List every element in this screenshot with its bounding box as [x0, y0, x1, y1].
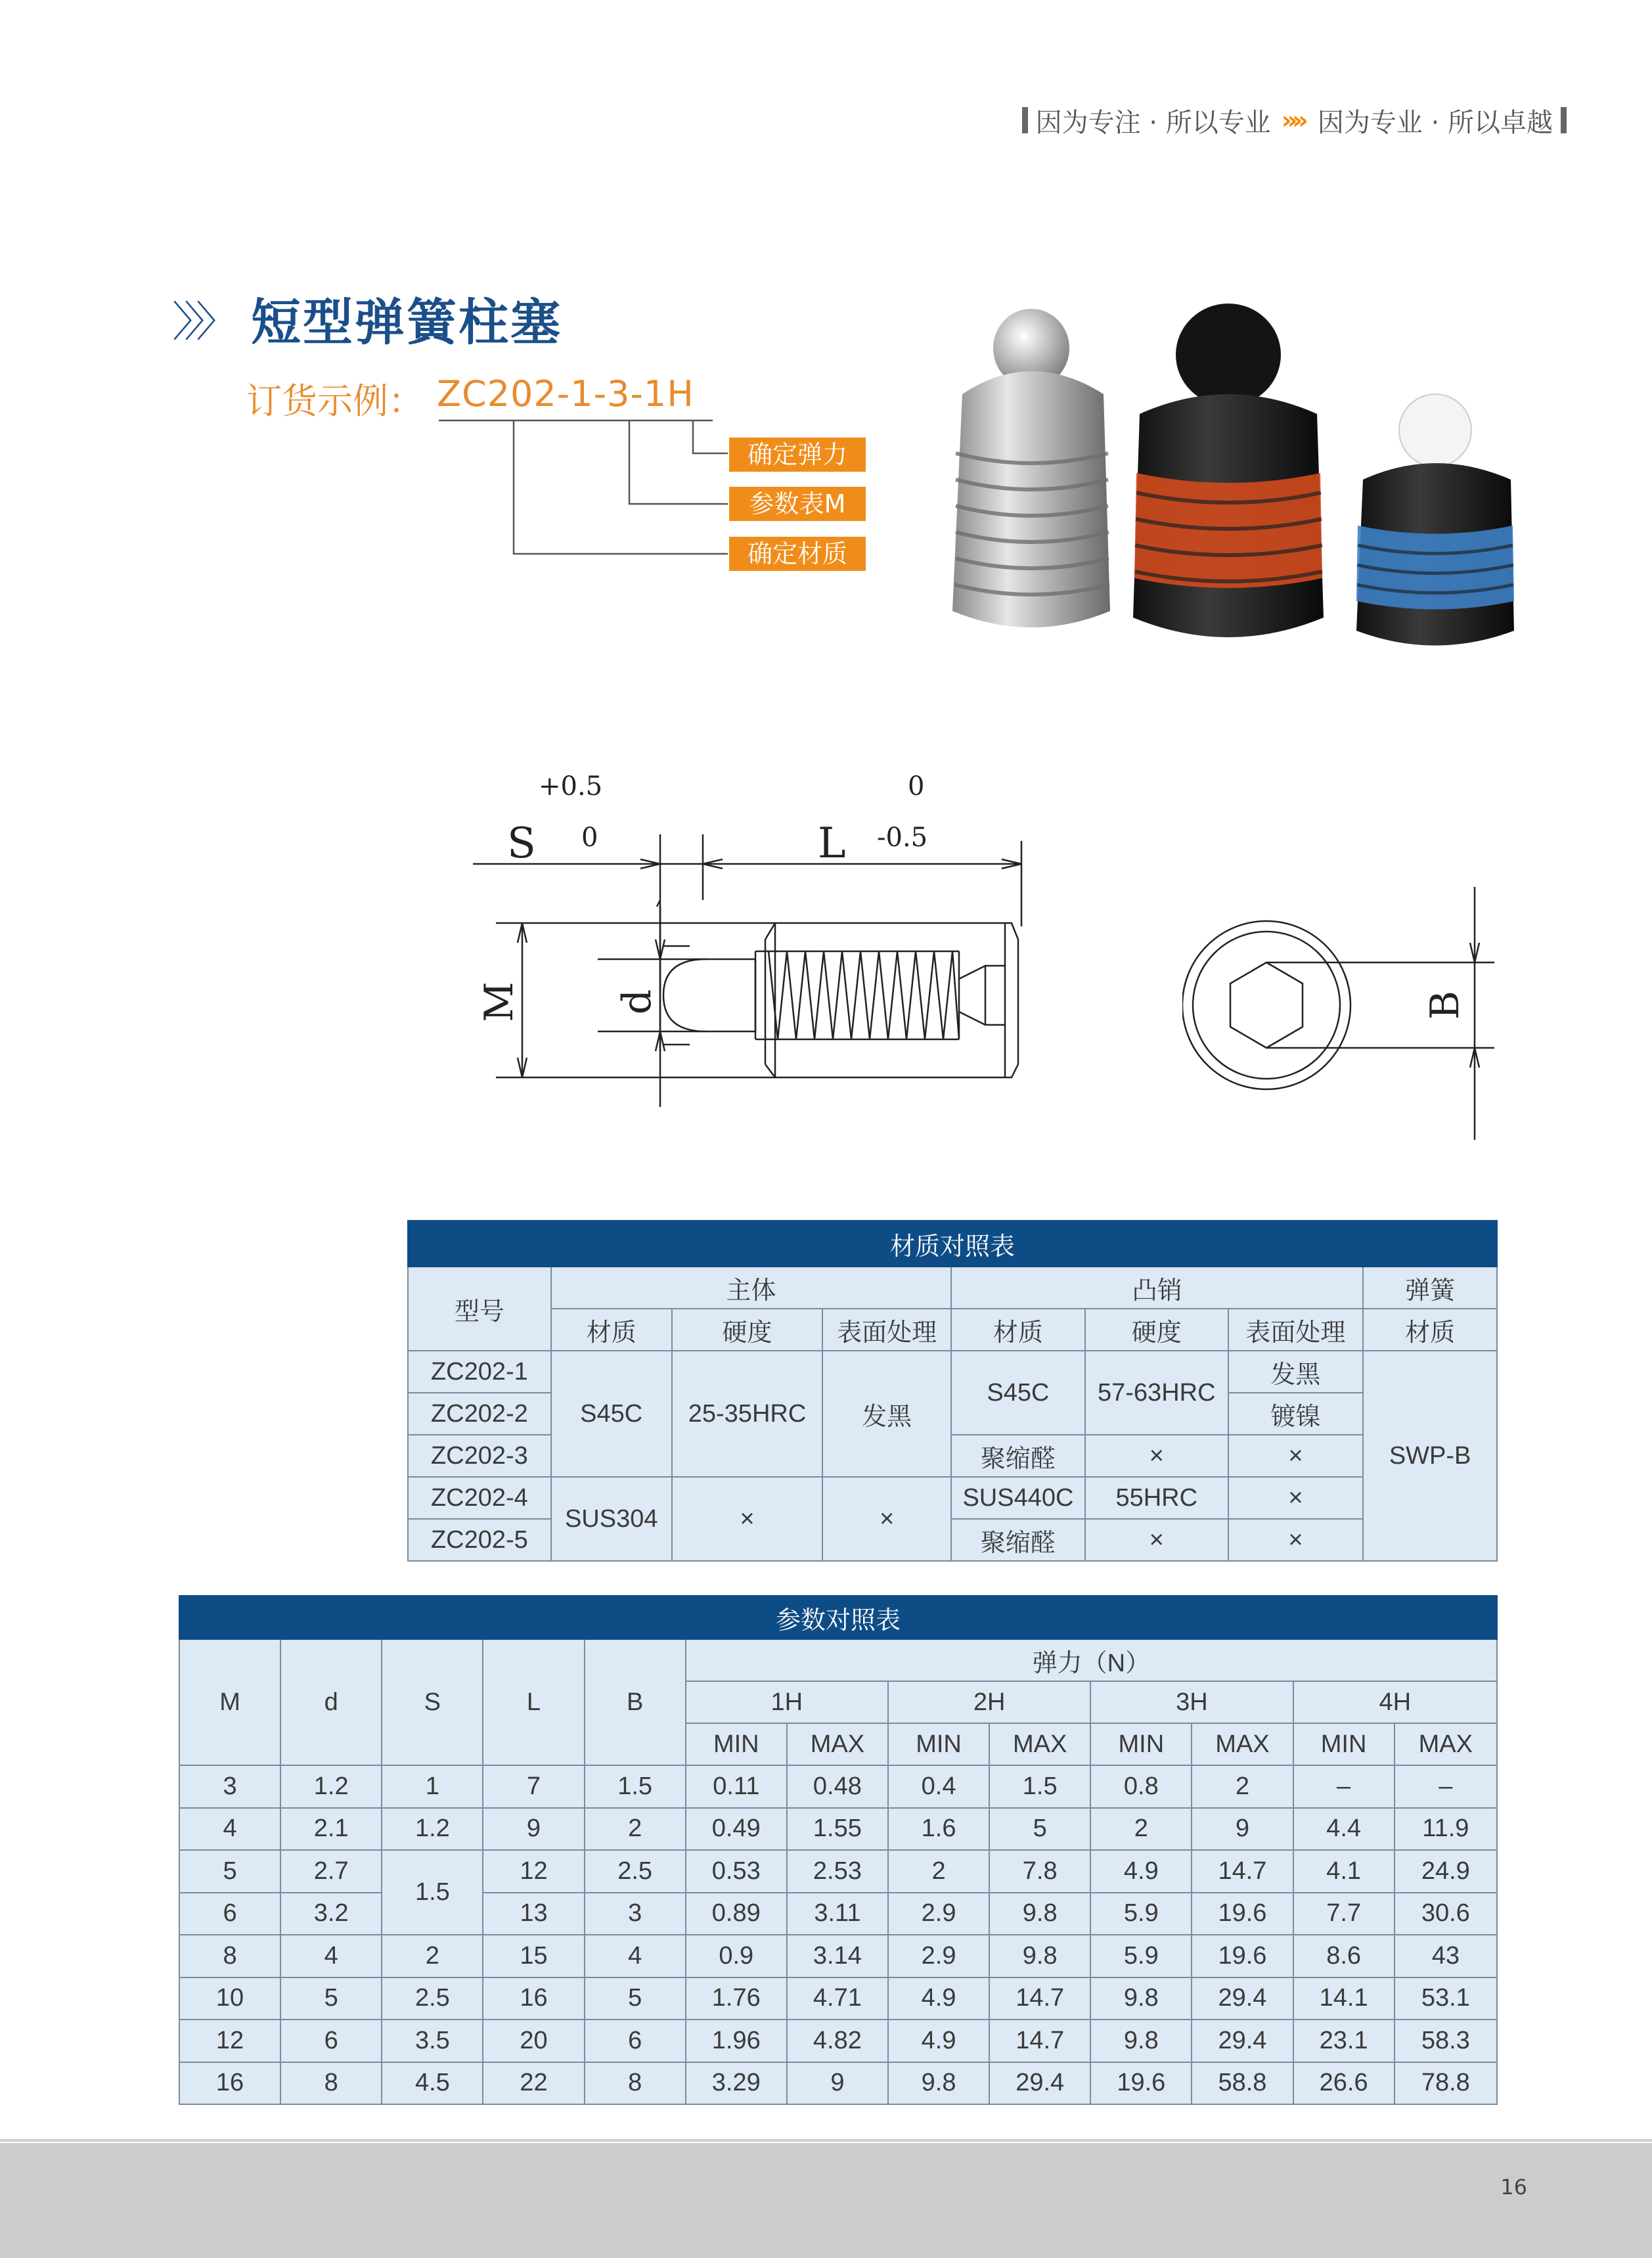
mat-header-body: 主体 — [551, 1267, 951, 1309]
l-label: L — [818, 819, 846, 868]
param-cell-s: 4.5 — [382, 2062, 483, 2105]
param-cell-m: 3 — [179, 1765, 280, 1808]
order-example-code: ZC202-1-3-1H — [437, 373, 694, 415]
callout-material: 确定材质 — [729, 537, 866, 571]
mat-pin-material: 聚缩醛 — [951, 1519, 1085, 1561]
table-row — [179, 2062, 1497, 2105]
param-cell-b: 1.5 — [585, 1765, 686, 1808]
param-cell-force: 0.8 — [1090, 1765, 1192, 1808]
param-cell-force: 29.4 — [989, 2062, 1090, 2105]
param-max: MAX — [989, 1723, 1090, 1765]
param-cell-force: 2 — [1192, 1765, 1293, 1808]
param-table-body — [179, 1765, 1497, 2104]
product-photo — [916, 302, 1540, 670]
table-row — [179, 1935, 1497, 1977]
param-cell-force: 3.11 — [787, 1893, 888, 1935]
param-cell-force: 58.3 — [1395, 2020, 1497, 2062]
param-header-s: S — [382, 1639, 483, 1765]
param-force-1h: 1H — [686, 1681, 888, 1723]
param-cell-force: 19.6 — [1192, 1893, 1293, 1935]
param-cell-s: 1.5 — [382, 1850, 483, 1935]
param-cell-force: 3.29 — [686, 2062, 787, 2105]
d-label: d — [614, 989, 660, 1015]
param-cell-force: 14.7 — [1192, 1850, 1293, 1893]
white-pin — [1399, 394, 1471, 466]
m-label: M — [476, 982, 522, 1022]
param-cell-force: 43 — [1395, 1935, 1497, 1977]
param-max: MAX — [787, 1723, 888, 1765]
param-cell-force: 5.9 — [1090, 1893, 1192, 1935]
page-number: 16 — [1500, 2175, 1527, 2200]
param-cell-force: 9 — [787, 2062, 888, 2105]
mat-pin-material: SUS440C — [951, 1477, 1085, 1519]
param-cell-force: 7.7 — [1293, 1893, 1395, 1935]
param-min: MIN — [888, 1723, 989, 1765]
mat-sub-body-material: 材质 — [551, 1309, 672, 1351]
mat-pin-surface: × — [1228, 1477, 1364, 1519]
param-cell-m: 12 — [179, 2020, 280, 2062]
header-slogan — [1022, 97, 1567, 143]
param-cell-force: 7.8 — [989, 1850, 1090, 1893]
param-cell-force: 8.6 — [1293, 1935, 1395, 1977]
param-cell-s: 2.5 — [382, 1977, 483, 2020]
param-cell-force: 9.8 — [1090, 1977, 1192, 2020]
param-cell-b: 4 — [585, 1935, 686, 1977]
slogan-bar-right — [1561, 107, 1567, 133]
param-cell-s: 1.2 — [382, 1808, 483, 1851]
param-cell-force: 19.6 — [1192, 1935, 1293, 1977]
param-cell-force: 4.82 — [787, 2020, 888, 2062]
mat-body-surface: 发黑 — [822, 1351, 951, 1477]
param-header-force: 弹力（N） — [686, 1639, 1497, 1681]
page-title: 短型弹簧柱塞 — [251, 293, 562, 351]
param-cell-force: 5 — [989, 1808, 1090, 1851]
param-force-4h: 4H — [1293, 1681, 1497, 1723]
order-example-label: 订货示例： — [246, 380, 424, 422]
param-cell-force: 19.6 — [1090, 2062, 1192, 2105]
param-cell-d: 2.7 — [280, 1850, 382, 1893]
param-cell-force: 5.9 — [1090, 1935, 1192, 1977]
b-label: B — [1422, 990, 1468, 1020]
param-cell-force: 4.9 — [888, 2020, 989, 2062]
table-row — [179, 1977, 1497, 2020]
param-cell-force: 4.4 — [1293, 1808, 1395, 1851]
param-cell-s: 2 — [382, 1935, 483, 1977]
param-cell-l: 13 — [483, 1893, 584, 1935]
slogan-right: 因为专业 · 所以卓越 — [1317, 107, 1553, 138]
param-cell-l: 7 — [483, 1765, 584, 1808]
param-cell-b: 3 — [585, 1893, 686, 1935]
mat-sub-body-hardness: 硬度 — [672, 1309, 823, 1351]
param-table-title: 参数对照表 — [179, 1596, 1497, 1639]
param-cell-force: 4.71 — [787, 1977, 888, 2020]
mat-pin-surface: 发黑 — [1228, 1351, 1364, 1393]
param-cell-force: 26.6 — [1293, 2062, 1395, 2105]
table-row — [179, 1808, 1497, 1851]
s-tol-upper: +0.5 — [539, 771, 603, 802]
double-chevron-icon: »» — [1281, 106, 1303, 135]
param-cell-m: 6 — [179, 1893, 280, 1935]
mat-model-cell: ZC202-4 — [408, 1477, 551, 1519]
technical-drawing-end — [1182, 880, 1498, 1143]
param-cell-l: 20 — [483, 2020, 584, 2062]
param-cell-force: 9.8 — [1090, 2020, 1192, 2062]
s-label: S — [507, 819, 536, 868]
param-cell-d: 3.2 — [280, 1893, 382, 1935]
mat-pin-material: 聚缩醛 — [951, 1435, 1085, 1477]
param-cell-b: 2.5 — [585, 1850, 686, 1893]
param-max: MAX — [1192, 1723, 1293, 1765]
material-table — [407, 1220, 1498, 1562]
param-cell-d: 6 — [280, 2020, 382, 2062]
param-cell-force: 14.7 — [989, 2020, 1090, 2062]
param-cell-force: 14.7 — [989, 1977, 1090, 2020]
param-cell-s: 3.5 — [382, 2020, 483, 2062]
param-cell-b: 6 — [585, 2020, 686, 2062]
mat-model-cell: ZC202-1 — [408, 1351, 551, 1393]
param-header-b: B — [585, 1639, 686, 1765]
param-force-3h: 3H — [1090, 1681, 1293, 1723]
param-cell-force: 0.48 — [787, 1765, 888, 1808]
param-header-m: M — [179, 1639, 280, 1765]
param-cell-d: 2.1 — [280, 1808, 382, 1851]
mat-pin-hardness: × — [1085, 1435, 1228, 1477]
param-max: MAX — [1395, 1723, 1497, 1765]
mat-header-model: 型号 — [408, 1267, 551, 1351]
mat-pin-hardness: 55HRC — [1085, 1477, 1228, 1519]
param-cell-m: 10 — [179, 1977, 280, 2020]
param-cell-m: 16 — [179, 2062, 280, 2105]
mat-header-pin: 凸销 — [951, 1267, 1363, 1309]
param-cell-b: 5 — [585, 1977, 686, 2020]
mat-header-spring: 弹簧 — [1363, 1267, 1497, 1309]
mat-pin-hardness: 57-63HRC — [1085, 1351, 1228, 1435]
param-header-l: L — [483, 1639, 584, 1765]
param-header-d: d — [280, 1639, 382, 1765]
param-cell-s: 1 — [382, 1765, 483, 1808]
param-cell-force: 0.11 — [686, 1765, 787, 1808]
mat-model-cell: ZC202-2 — [408, 1393, 551, 1435]
param-cell-force: 2 — [1090, 1808, 1192, 1851]
param-cell-d: 1.2 — [280, 1765, 382, 1808]
callout-force: 确定弹力 — [729, 438, 866, 472]
param-cell-force: 1.55 — [787, 1808, 888, 1851]
mat-body-hardness: 25-35HRC — [672, 1351, 823, 1477]
param-min: MIN — [1090, 1723, 1192, 1765]
param-cell-force: 0.53 — [686, 1850, 787, 1893]
param-min: MIN — [686, 1723, 787, 1765]
table-row — [179, 1765, 1497, 1808]
param-cell-l: 15 — [483, 1935, 584, 1977]
l-tol-lower: -0.5 — [877, 823, 928, 853]
param-min: MIN — [1293, 1723, 1395, 1765]
param-cell-force: 0.89 — [686, 1893, 787, 1935]
param-cell-force: 2 — [888, 1850, 989, 1893]
triple-chevron-icon: 〉〉〉 — [172, 298, 229, 347]
param-force-2h: 2H — [888, 1681, 1090, 1723]
mat-pin-surface: 镀镍 — [1228, 1393, 1364, 1435]
mat-model-cell: ZC202-3 — [408, 1435, 551, 1477]
table-row — [179, 1893, 1497, 1935]
param-cell-force: 29.4 — [1192, 1977, 1293, 2020]
param-cell-l: 12 — [483, 1850, 584, 1893]
mat-pin-material: S45C — [951, 1351, 1085, 1435]
param-cell-force: 9 — [1192, 1808, 1293, 1851]
mat-sub-pin-surface: 表面处理 — [1228, 1309, 1364, 1351]
black-pin — [1176, 304, 1281, 406]
mat-body-hardness: × — [672, 1477, 823, 1561]
mat-sub-pin-material: 材质 — [951, 1309, 1085, 1351]
param-cell-d: 8 — [280, 2062, 382, 2105]
param-cell-force: 29.4 — [1192, 2020, 1293, 2062]
footer-divider — [0, 2139, 1652, 2142]
table-row — [179, 1850, 1497, 1893]
param-cell-force: 14.1 — [1293, 1977, 1395, 2020]
param-cell-force: 1.96 — [686, 2020, 787, 2062]
l-tol-upper: 0 — [908, 771, 925, 802]
param-cell-b: 8 — [585, 2062, 686, 2105]
param-cell-force: 1.5 — [989, 1765, 1090, 1808]
param-cell-m: 8 — [179, 1935, 280, 1977]
mat-model-cell: ZC202-5 — [408, 1519, 551, 1561]
param-cell-force: 78.8 — [1395, 2062, 1497, 2105]
callout-param-m: 参数表M — [729, 487, 866, 521]
param-cell-l: 22 — [483, 2062, 584, 2105]
param-cell-force: 9.8 — [989, 1935, 1090, 1977]
param-cell-d: 4 — [280, 1935, 382, 1977]
s-tol-lower: 0 — [581, 823, 598, 853]
param-cell-b: 2 — [585, 1808, 686, 1851]
mat-body-material: SUS304 — [551, 1477, 672, 1561]
material-table-title: 材质对照表 — [408, 1221, 1497, 1267]
param-cell-force: 2.53 — [787, 1850, 888, 1893]
param-cell-force: 23.1 — [1293, 2020, 1395, 2062]
param-cell-force: 9.8 — [989, 1893, 1090, 1935]
param-cell-force: 11.9 — [1395, 1808, 1497, 1851]
mat-body-material: S45C — [551, 1351, 672, 1477]
mat-pin-surface: × — [1228, 1519, 1364, 1561]
table-row — [179, 2020, 1497, 2062]
mat-sub-spring-material: 材质 — [1363, 1309, 1497, 1351]
param-cell-l: 9 — [483, 1808, 584, 1851]
param-cell-force: 0.49 — [686, 1808, 787, 1851]
parameter-table — [179, 1595, 1498, 2105]
mat-pin-surface: × — [1228, 1435, 1364, 1477]
param-cell-force: – — [1293, 1765, 1395, 1808]
param-cell-force: 9.8 — [888, 2062, 989, 2105]
mat-body-surface: × — [822, 1477, 951, 1561]
param-cell-force: 4.9 — [1090, 1850, 1192, 1893]
param-cell-force: 4.9 — [888, 1977, 989, 2020]
param-cell-l: 16 — [483, 1977, 584, 2020]
param-cell-force: 30.6 — [1395, 1893, 1497, 1935]
param-cell-force: 1.76 — [686, 1977, 787, 2020]
param-cell-force: 1.6 — [888, 1808, 989, 1851]
param-cell-force: 0.4 — [888, 1765, 989, 1808]
slogan-left: 因为专注 · 所以专业 — [1035, 107, 1271, 138]
param-cell-force: 58.8 — [1192, 2062, 1293, 2105]
param-cell-force: 2.9 — [888, 1893, 989, 1935]
param-cell-force: 53.1 — [1395, 1977, 1497, 2020]
param-cell-force: 3.14 — [787, 1935, 888, 1977]
param-cell-force: 4.1 — [1293, 1850, 1395, 1893]
mat-pin-hardness: × — [1085, 1519, 1228, 1561]
slogan-bar-left — [1022, 107, 1028, 133]
mat-spring-material: SWP-B — [1363, 1351, 1497, 1561]
param-cell-m: 5 — [179, 1850, 280, 1893]
param-cell-d: 5 — [280, 1977, 382, 2020]
param-cell-force: 24.9 — [1395, 1850, 1497, 1893]
technical-drawing-side — [460, 742, 1051, 1137]
footer-band — [0, 2143, 1652, 2258]
mat-sub-pin-hardness: 硬度 — [1085, 1309, 1228, 1351]
param-cell-force: 0.9 — [686, 1935, 787, 1977]
mat-sub-body-surface: 表面处理 — [822, 1309, 951, 1351]
param-cell-m: 4 — [179, 1808, 280, 1851]
param-cell-force: 2.9 — [888, 1935, 989, 1977]
param-cell-force: – — [1395, 1765, 1497, 1808]
